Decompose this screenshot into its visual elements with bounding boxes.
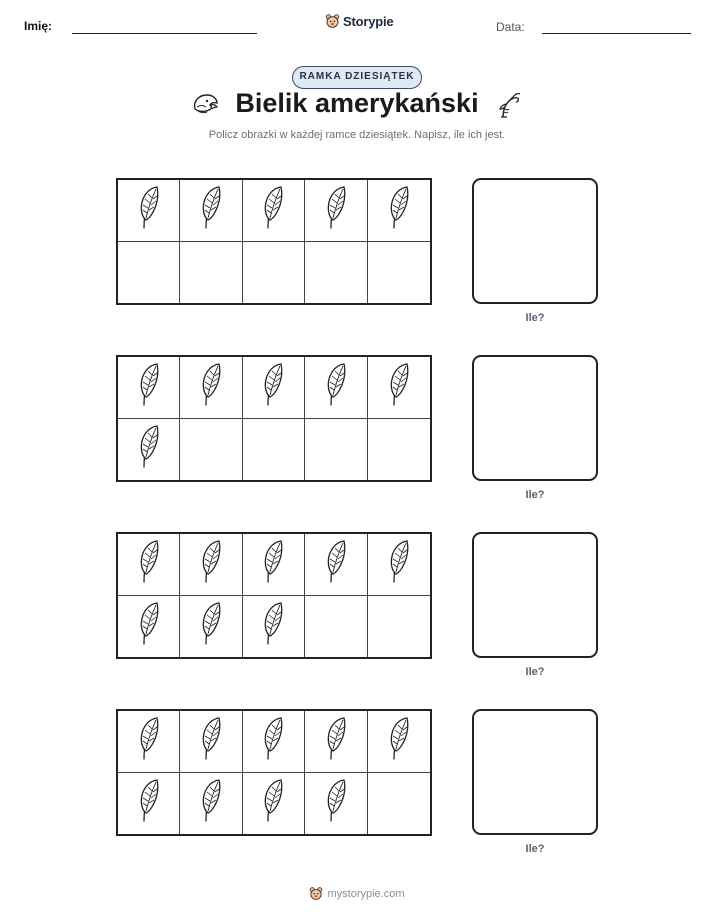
feather-icon — [388, 186, 410, 235]
feather-icon — [200, 717, 222, 766]
ten-frame-cell — [243, 596, 305, 658]
ten-frame-cell — [118, 773, 180, 835]
feather-icon — [200, 186, 222, 235]
feather-icon — [325, 186, 347, 235]
ten-frame-cell — [180, 180, 242, 242]
feather-icon — [138, 602, 160, 651]
ten-frame-cell — [368, 534, 430, 596]
feather-icon — [325, 540, 347, 589]
ten-frame-cell — [243, 242, 305, 304]
ten-frame-cell — [368, 596, 430, 658]
answer-box[interactable] — [472, 532, 598, 658]
date-label: Data: — [496, 20, 525, 34]
feather-icon — [262, 717, 284, 766]
ten-frame-cell — [305, 180, 367, 242]
ten-frame-cell — [243, 357, 305, 419]
ten-frame — [116, 178, 432, 305]
ten-frame-cell — [118, 534, 180, 596]
ten-frame-cell — [118, 596, 180, 658]
feather-icon — [388, 540, 410, 589]
ten-frame-cell — [368, 773, 430, 835]
ten-frame-cell — [368, 180, 430, 242]
eagle-talon-icon — [493, 91, 523, 121]
ten-frame-cell — [118, 180, 180, 242]
ten-frame-cell — [180, 357, 242, 419]
ten-frame-cell — [243, 419, 305, 481]
ten-frame-cell — [243, 711, 305, 773]
ten-frame-cell — [118, 711, 180, 773]
answer-box[interactable] — [472, 355, 598, 481]
answer-question-label: Ile? — [525, 666, 545, 678]
ten-frame-cell — [305, 711, 367, 773]
feather-icon — [200, 540, 222, 589]
feather-icon — [262, 540, 284, 589]
ten-frame-cell — [243, 534, 305, 596]
feather-icon — [138, 425, 160, 474]
logo-wordmark: Storypie — [343, 13, 394, 29]
answer-question-label: Ile? — [525, 843, 545, 855]
name-write-line[interactable] — [72, 33, 257, 34]
storypie-logo — [325, 13, 393, 29]
feather-icon — [138, 186, 160, 235]
feather-icon — [138, 540, 160, 589]
feather-icon — [325, 363, 347, 412]
ten-frame-cell — [180, 711, 242, 773]
ten-frame-cell — [180, 596, 242, 658]
feather-icon — [262, 602, 284, 651]
ten-frame-cell — [180, 419, 242, 481]
feather-icon — [262, 186, 284, 235]
feather-icon — [200, 602, 222, 651]
ten-frame — [116, 709, 432, 836]
ten-frame-cell — [368, 242, 430, 304]
ten-frame — [116, 532, 432, 659]
feather-icon — [325, 779, 347, 828]
feather-icon — [200, 779, 222, 828]
instructions: Policz obrazki w każdej ramce dziesiątek. Napisz, ile ich jest. — [208, 129, 506, 141]
ten-frame-cell — [305, 596, 367, 658]
ten-frame — [116, 355, 432, 482]
feather-icon — [325, 717, 347, 766]
page-title: Bielik amerykański — [235, 88, 479, 118]
feather-icon — [262, 779, 284, 828]
ten-frame-cell — [368, 419, 430, 481]
feather-icon — [138, 717, 160, 766]
ten-frame-cell — [180, 534, 242, 596]
bear-mascot-icon — [325, 13, 340, 29]
feather-icon — [262, 363, 284, 412]
answer-question-label: Ile? — [525, 489, 545, 501]
ten-frame-cell — [368, 357, 430, 419]
ten-frame-cell — [180, 773, 242, 835]
answer-question-label: Ile? — [525, 312, 545, 324]
ten-frame-cell — [243, 773, 305, 835]
ten-frame-cell — [368, 711, 430, 773]
worksheet-type-badge: RAMKA DZIESIĄTEK — [292, 66, 422, 89]
feather-icon — [138, 779, 160, 828]
ten-frame-cell — [305, 419, 367, 481]
name-label: Imię: — [24, 19, 53, 33]
ten-frame-cell — [305, 357, 367, 419]
footer — [0, 886, 714, 901]
feather-icon — [138, 363, 160, 412]
ten-frame-cell — [305, 773, 367, 835]
ten-frame-cell — [118, 357, 180, 419]
ten-frame-cell — [305, 242, 367, 304]
answer-box[interactable] — [472, 709, 598, 835]
feather-icon — [200, 363, 222, 412]
answer-box[interactable] — [472, 178, 598, 304]
ten-frame-cell — [180, 242, 242, 304]
feather-icon — [388, 717, 410, 766]
ten-frame-cell — [118, 419, 180, 481]
ten-frame-cell — [305, 534, 367, 596]
bear-mascot-icon — [309, 886, 323, 901]
date-write-line[interactable] — [542, 33, 691, 34]
ten-frame-cell — [118, 242, 180, 304]
feather-icon — [388, 363, 410, 412]
ten-frame-cell — [243, 180, 305, 242]
footer-url: mystorypie.com — [327, 887, 405, 900]
